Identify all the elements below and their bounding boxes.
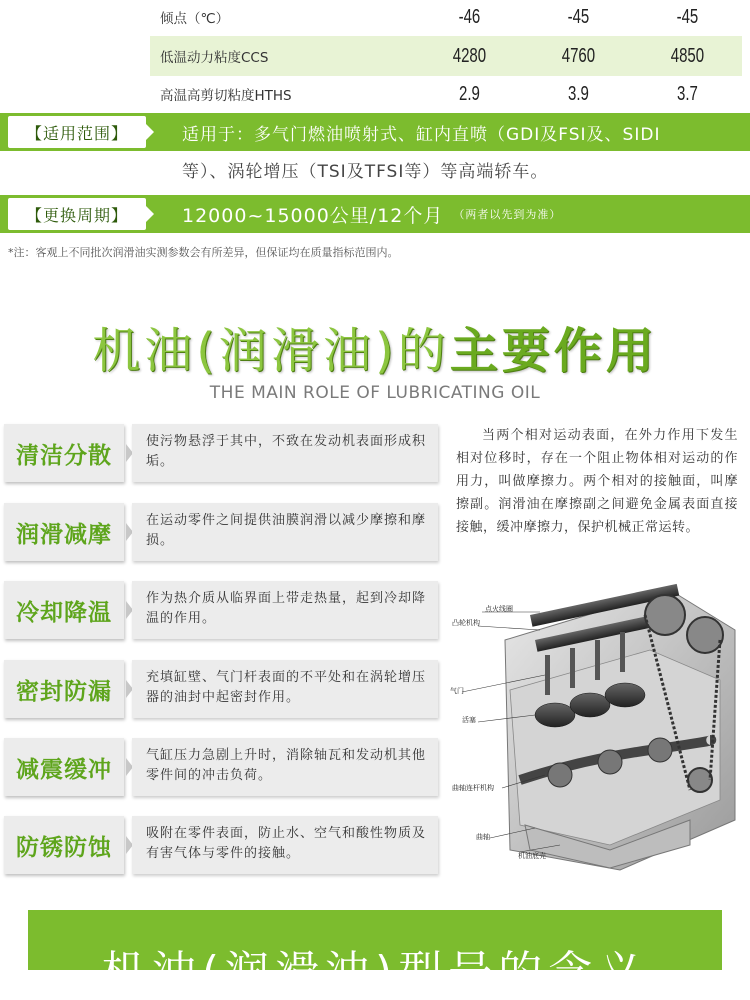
spec-value: 3.9 [568,82,590,105]
spec-row-pour-point [150,0,742,34]
spec-value: 2.9 [459,82,481,105]
spec-value: 4850 [670,44,705,67]
engine-label-crank-link: 曲轴连杆机构 [452,784,494,792]
function-desc: 吸附在零件表面，防止水、空气和酸性物质及有害气体与零件的接触。 [132,816,438,874]
spec-value: -45 [567,5,590,28]
spec-row-ccs [150,36,742,76]
function-label: 防锈防蚀 [4,816,124,874]
engine-label-oil-pan: 机油底壳 [518,852,546,860]
band-arrow-icon [146,206,154,222]
scope-text-continued: 等）、涡轮增压（TSI及TFSI等）等高端轿车。 [182,162,549,182]
cycle-note: （两者以先到为准） [453,208,562,221]
cycle-text [182,195,561,233]
bottom-section-banner [28,910,722,998]
function-desc: 充填缸壁、气门杆表面的不平处和在涡轮增压器的油封中起密封作用。 [132,660,438,718]
scope-label: 【适用范围】 [8,116,146,148]
spec-row-hths [150,76,742,112]
function-label: 密封防漏 [4,660,124,718]
spec-table [150,0,742,112]
function-row-seal [0,660,440,718]
section-title-part-a: 机油(润滑油)的 [92,323,450,379]
function-label: 冷却降温 [4,581,124,639]
section-subtitle: THE MAIN ROLE OF LUBRICATING OIL [209,383,541,403]
function-desc: 气缸压力急剧上升时，消除轴瓦和发动机其他零件间的冲击负荷。 [132,738,438,796]
footnote: *注：客观上不同批次润滑油实测参数会有所差异，但保证均在质量指标范围内。 [8,246,399,259]
band-arrow-icon [146,124,154,140]
engine-label-cam: 凸轮机构 [452,619,480,627]
function-row-rust [0,816,440,874]
spec-name: 倾点（℃） [160,11,230,27]
engine-label-piston: 活塞 [462,716,476,724]
function-row-cool [0,581,440,639]
function-label: 润滑减摩 [4,503,124,561]
function-desc: 在运动零件之间提供油膜润滑以减少摩擦和摩损。 [132,503,438,561]
function-label: 清洁分散 [4,424,124,482]
cycle-value: 12000~15000公里/12个月 [182,204,444,227]
engine-label-crankshaft: 曲轴 [476,833,490,841]
function-row-lubricate [0,503,440,561]
engine-cutaway-image [450,570,745,870]
friction-paragraph: 当两个相对运动表面，在外力作用下发生相对位移时，存在一个阻止物体相对运动的作用力，叫做摩擦力。两个相对的接触面，叫摩擦副。润滑油在摩擦副之间避免金属表面直接接触，缓冲摩擦力，保护机械正常运转。 [456,428,738,535]
engine-illustration [450,570,745,870]
function-desc: 使污物悬浮于其中，不致在发动机表面形成积垢。 [132,424,438,482]
spec-value: -46 [458,5,481,28]
section-title-part-b: 主要作用 [449,323,658,379]
scope-text: 适用于：多气门燃油喷射式、缸内直喷（GDI及FSI及、SIDI [182,124,661,145]
cycle-label: 【更换周期】 [8,198,146,230]
engine-label-ignition: 点火线圈 [485,605,513,613]
spec-value: 4760 [562,44,596,67]
section-title [0,312,750,381]
function-label: 减震缓冲 [4,738,124,796]
spec-name: 高温高剪切粘度HTHS [160,88,292,104]
function-desc: 作为热介质从临界面上带走热量，起到冷却降温的作用。 [132,581,438,639]
function-row-clean [0,424,440,482]
bottom-banner-title: 机油(润滑油)型号的含义 [101,947,649,998]
function-row-damp [0,738,440,796]
spec-name: 低温动力粘度CCS [160,50,269,66]
engine-label-valve: 气门 [450,687,464,695]
spec-value: -45 [676,5,699,28]
spec-value: 3.7 [677,82,698,105]
spec-value: 4280 [453,44,487,67]
